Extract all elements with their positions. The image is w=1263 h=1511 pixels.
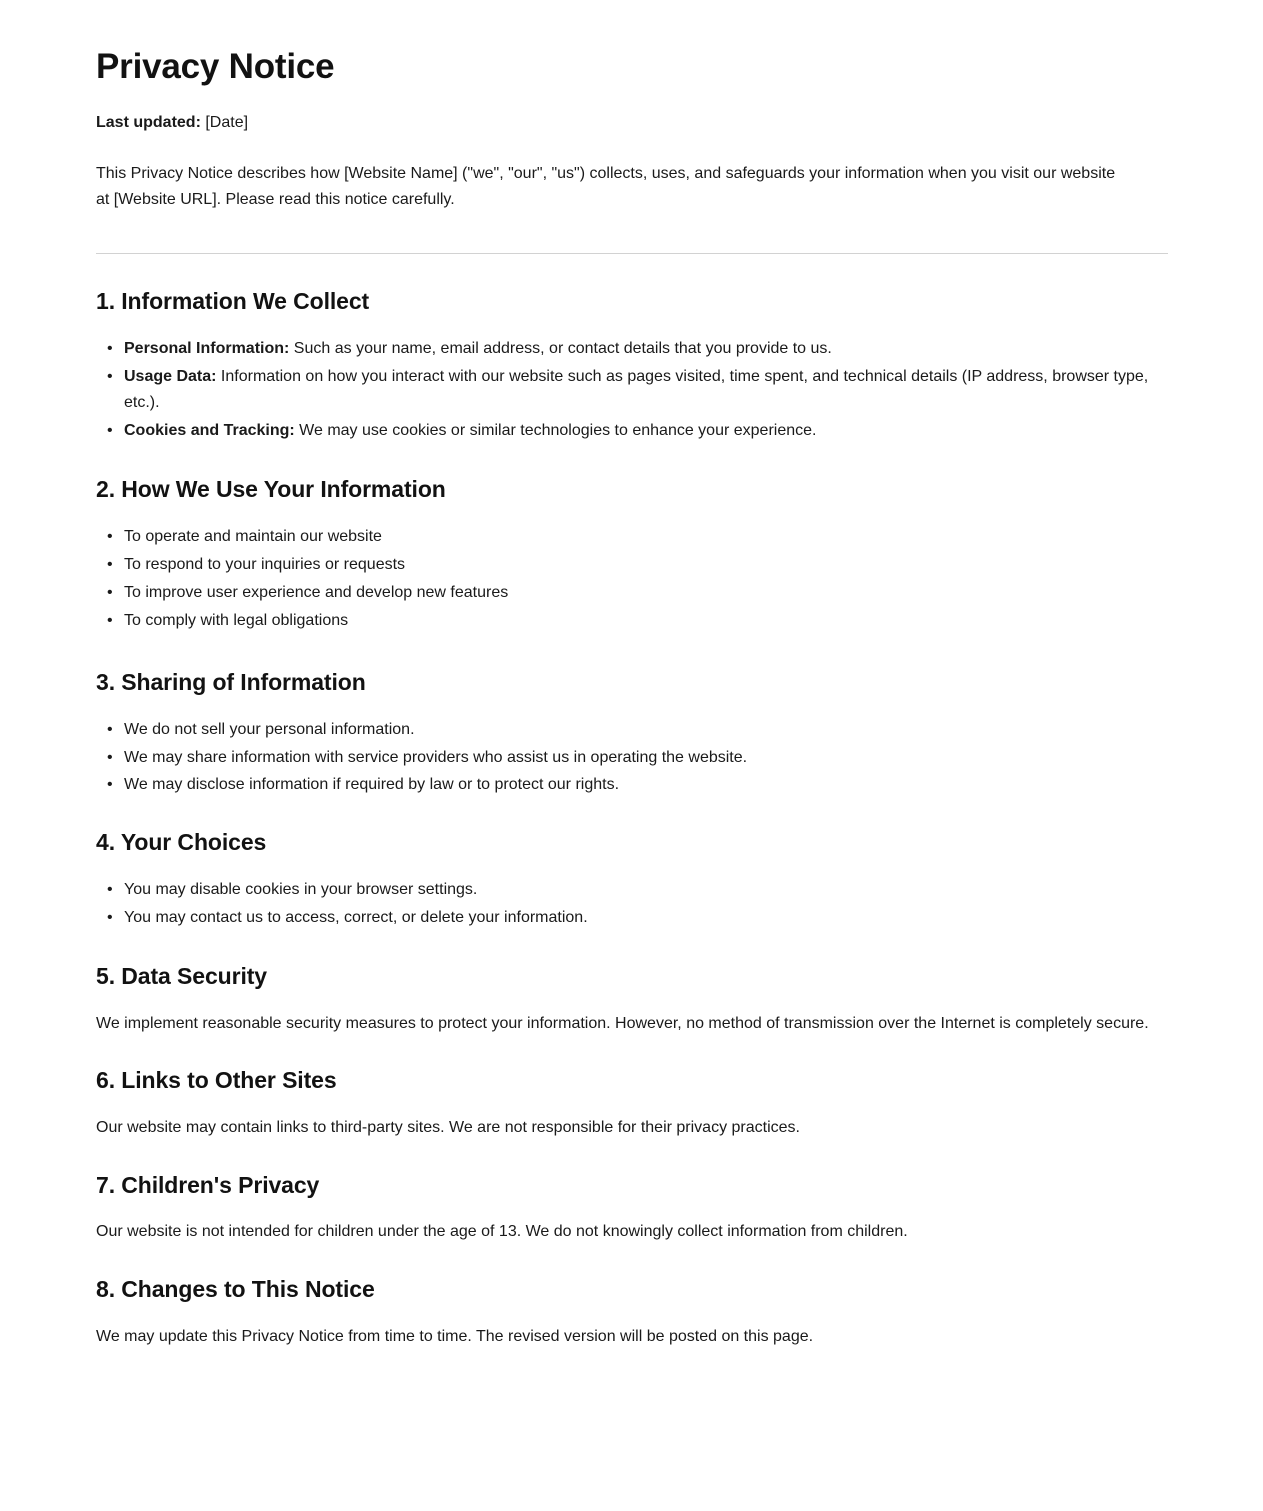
section-2 xyxy=(96,475,1168,633)
sections-container xyxy=(96,287,1168,1349)
list-item xyxy=(124,418,1168,444)
list-item-text: You may contact us to access, correct, or delete your information. xyxy=(124,908,588,926)
section-paragraph: Our website may contain links to third-party sites. We are not responsible for their privacy practices. xyxy=(96,1118,800,1136)
section-heading: 8. Changes to This Notice xyxy=(96,1275,375,1302)
list-item-text: Information on how you interact with our website such as pages visited, time spent, and technical details (IP address, browser type, etc.). xyxy=(124,367,1149,411)
list-item-text: Such as your name, email address, or contact details that you provide to us. xyxy=(289,339,832,357)
section-heading: 2. How We Use Your Information xyxy=(96,476,446,503)
list-item xyxy=(124,580,1168,606)
list-item-text: To operate and maintain our website xyxy=(124,528,382,546)
list-item-lead: Usage Data: xyxy=(124,367,217,385)
list-item-text: We may disclose information if required by law or to protect our rights. xyxy=(124,776,620,794)
list-item xyxy=(124,608,1168,634)
section-heading: 6. Links to Other Sites xyxy=(96,1067,337,1094)
last-updated-value: [Date] xyxy=(205,114,249,132)
list-item-text: To respond to your inquiries or requests xyxy=(124,556,406,574)
section-heading: 3. Sharing of Information xyxy=(96,668,366,695)
list-item xyxy=(124,717,1168,743)
last-updated-line xyxy=(96,111,1168,135)
list-item-text: To improve user experience and develop new features xyxy=(124,584,509,602)
section-heading: 7. Children's Privacy xyxy=(96,1171,320,1198)
list-item-text: To comply with legal obligations xyxy=(124,611,349,629)
section-paragraph: We implement reasonable security measures to protect your information. However, no method of transmission over the Internet is completely secure. xyxy=(96,1014,1149,1032)
section-7 xyxy=(96,1171,1168,1245)
bullet-list xyxy=(96,524,1168,634)
list-item xyxy=(124,772,1168,798)
list-item-text: We may share information with service providers who assist us in operating the website. xyxy=(124,748,748,766)
bullet-list xyxy=(96,336,1168,444)
intro-paragraph: This Privacy Notice describes how [Website Name] ("we", "our", "us") collects, uses, and safeguards your information when you visit our website at [Website URL]. Please read this notice carefully. xyxy=(96,165,1116,209)
list-item xyxy=(124,745,1168,771)
section-paragraph: Our website is not intended for children under the age of 13. We do not knowingly collect information from children. xyxy=(96,1223,908,1241)
list-item-text: You may disable cookies in your browser settings. xyxy=(124,881,478,899)
list-item xyxy=(124,552,1168,578)
section-4 xyxy=(96,828,1168,931)
section-heading: 5. Data Security xyxy=(96,962,267,989)
section-5 xyxy=(96,962,1168,1036)
list-item-lead: Cookies and Tracking: xyxy=(124,421,295,439)
list-item xyxy=(124,524,1168,550)
list-item xyxy=(124,877,1168,903)
bullet-list xyxy=(96,877,1168,931)
section-heading: 4. Your Choices xyxy=(96,829,267,856)
list-item-text: We do not sell your personal information. xyxy=(124,720,415,738)
section-heading: 1. Information We Collect xyxy=(96,288,370,315)
section-8 xyxy=(96,1275,1168,1349)
list-item xyxy=(124,905,1168,931)
section-divider xyxy=(96,253,1168,254)
list-item-text: We may use cookies or similar technologies to enhance your experience. xyxy=(294,421,817,439)
section-6 xyxy=(96,1066,1168,1140)
list-item-lead: Personal Information: xyxy=(124,339,290,357)
list-item xyxy=(124,336,1168,362)
page-title: Privacy Notice xyxy=(96,47,335,86)
section-1 xyxy=(96,287,1168,443)
section-paragraph: We may update this Privacy Notice from time to time. The revised version will be posted on this page. xyxy=(96,1327,814,1345)
section-3 xyxy=(96,668,1168,798)
last-updated-label: Last updated: xyxy=(96,114,201,132)
bullet-list xyxy=(96,717,1168,799)
list-item xyxy=(124,364,1168,416)
